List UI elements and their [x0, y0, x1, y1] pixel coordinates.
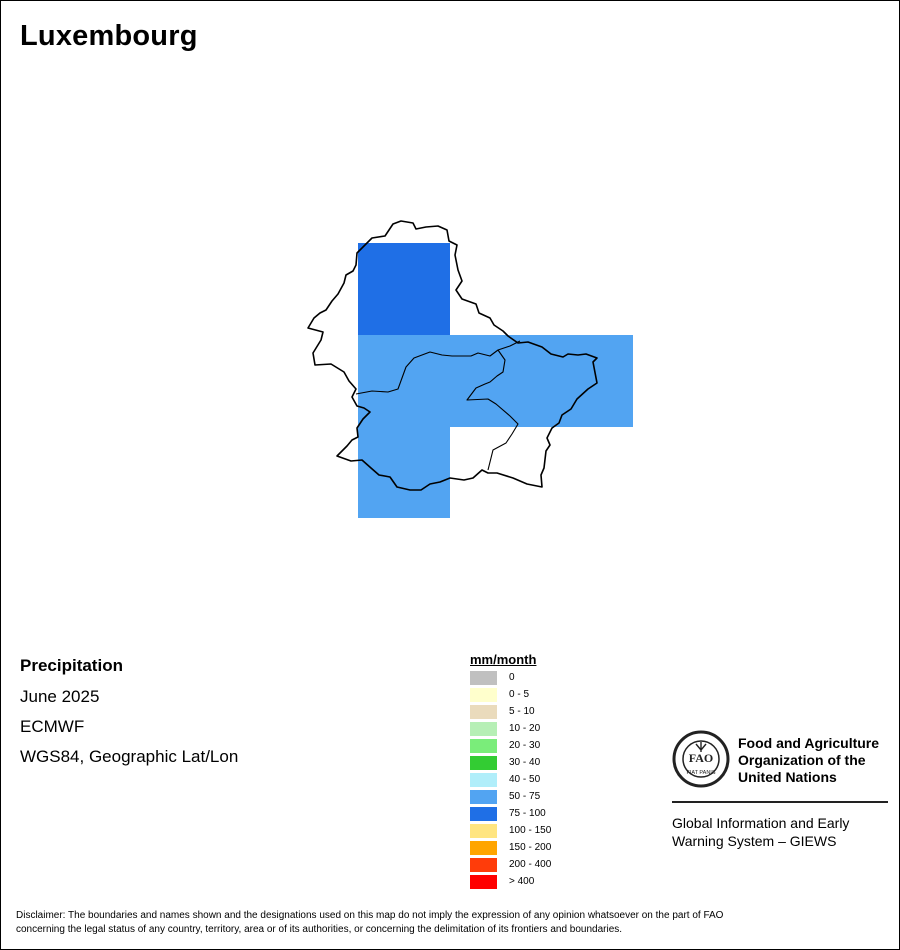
disclaimer	[16, 909, 886, 937]
legend-label: 200 - 400	[509, 859, 552, 870]
legend-swatch	[470, 756, 497, 770]
grid-cell	[542, 335, 633, 427]
grid-cell	[450, 335, 542, 427]
legend-label: 20 - 30	[509, 740, 541, 751]
legend-label: 50 - 75	[509, 791, 541, 802]
period-label: June 2025	[20, 687, 100, 706]
legend-label: 75 - 100	[509, 808, 546, 819]
legend-swatch	[470, 722, 497, 736]
legend-label: 5 - 10	[509, 706, 535, 717]
system-line: Warning System – GIEWS	[672, 833, 837, 849]
disclaimer-line: concerning the legal status of any country, territory, area or of its authorities, or concerning the delimitation of its frontiers and boundaries.	[16, 924, 623, 935]
org-line: Food and Agriculture	[738, 735, 880, 751]
legend-swatch	[470, 705, 497, 719]
legend-label: 100 - 150	[509, 825, 552, 836]
grid-cell	[358, 335, 450, 427]
legend-swatch	[470, 824, 497, 838]
org-line: United Nations	[738, 769, 837, 785]
system-name	[672, 814, 892, 850]
legend-swatch	[470, 773, 497, 787]
fao-emblem-icon	[672, 730, 730, 788]
organization-name	[738, 735, 898, 786]
legend-swatch	[470, 671, 497, 685]
legend-label: 0 - 5	[509, 689, 530, 700]
variable-label: Precipitation	[20, 656, 123, 675]
org-line: Organization of the	[738, 752, 866, 768]
legend-swatch	[470, 841, 497, 855]
legend-unit: mm/month	[470, 652, 537, 667]
legend-label: 150 - 200	[509, 842, 552, 853]
legend-swatch	[470, 688, 497, 702]
legend-label: 10 - 20	[509, 723, 541, 734]
legend-swatch	[470, 739, 497, 753]
legend-label: 0	[509, 672, 515, 683]
map-title: Luxembourg	[20, 20, 198, 52]
legend-swatch	[470, 858, 497, 872]
legend-label: 40 - 50	[509, 774, 541, 785]
legend-swatch	[470, 807, 497, 821]
system-line: Global Information and Early	[672, 815, 850, 831]
legend-swatch	[470, 790, 497, 804]
logo-divider	[672, 801, 888, 803]
grid-cell	[358, 243, 450, 335]
grid-cell	[358, 427, 450, 518]
emblem-letters: FAO	[688, 751, 714, 765]
source-label: ECMWF	[20, 717, 85, 736]
projection-label: WGS84, Geographic Lat/Lon	[20, 747, 239, 766]
disclaimer-line: Disclaimer: The boundaries and names shown and the designations used on this map do not imply the expression of any opinion whatsoever on the part of FAO	[16, 910, 724, 921]
emblem-motto: FIAT PANIS	[686, 770, 716, 776]
legend-swatch	[470, 875, 497, 889]
legend-label: 30 - 40	[509, 757, 541, 768]
legend-label: > 400	[509, 876, 535, 887]
